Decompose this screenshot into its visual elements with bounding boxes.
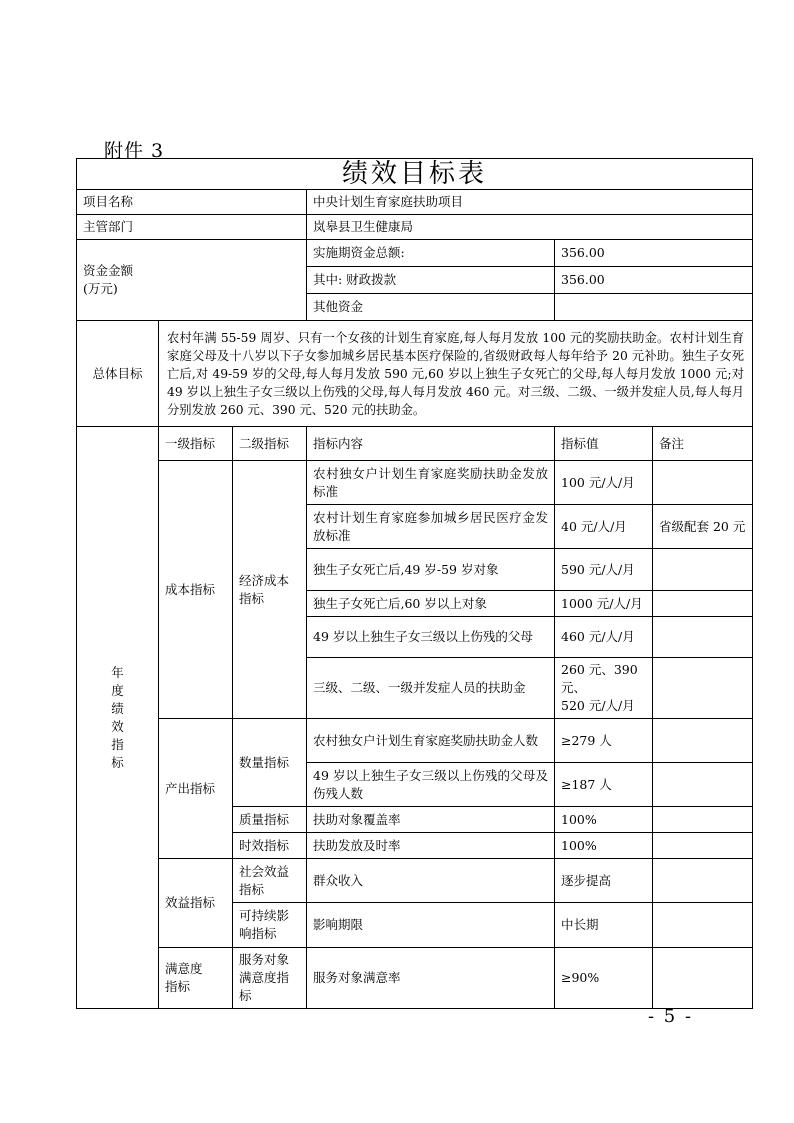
cost-row-value: 1000 元/人/月 bbox=[555, 591, 653, 617]
quality-value: 100% bbox=[555, 807, 653, 833]
satisfaction-indicator-label bbox=[159, 948, 233, 1009]
quantity-row-content: 49 岁以上独生子女三级以上伤残的父母及伤残人数 bbox=[307, 763, 555, 807]
department-label: 主管部门 bbox=[77, 215, 307, 240]
header-note: 备注 bbox=[653, 427, 753, 461]
annual-label-char: 效 bbox=[111, 718, 124, 734]
annual-indicator-label bbox=[77, 427, 159, 1009]
service-satisfaction-label-line1: 服务对象 bbox=[239, 952, 290, 967]
cost-row-value bbox=[555, 658, 653, 719]
cost-row-content: 独生子女死亡后,60 岁以上对象 bbox=[307, 591, 555, 617]
timeliness-indicator-label: 时效指标 bbox=[233, 833, 307, 859]
funds-label-line1: 资金金额 bbox=[83, 263, 134, 278]
quality-note bbox=[653, 807, 753, 833]
quantity-row-note bbox=[653, 763, 753, 807]
funds-fiscal-value: 356.00 bbox=[555, 267, 753, 294]
table-title: 绩效目标表 bbox=[77, 159, 753, 190]
funds-label-line2: (万元) bbox=[83, 281, 118, 296]
satisfaction-value: ≥90% bbox=[555, 948, 653, 1009]
department-value: 岚皋县卫生健康局 bbox=[307, 215, 753, 240]
page-number: - 5 - bbox=[648, 1006, 694, 1027]
sustainable-impact-label bbox=[233, 903, 307, 948]
funds-fiscal-label: 其中: 财政拨款 bbox=[307, 267, 555, 294]
cost-row-value: 40 元/人/月 bbox=[555, 505, 653, 549]
service-satisfaction-label-line3: 标 bbox=[239, 988, 252, 1003]
satisfaction-content: 服务对象满意率 bbox=[307, 948, 555, 1009]
cost-row-note bbox=[653, 658, 753, 719]
satisfaction-label-line1: 满意度 bbox=[165, 961, 203, 976]
cost-row-value-line1: 260 元、390 元、 bbox=[561, 662, 638, 695]
cost-row-content: 三级、二级、一级并发症人员的扶助金 bbox=[307, 658, 555, 719]
cost-row-content: 49 岁以上独生子女三级以上伤残的父母 bbox=[307, 617, 555, 658]
annual-label-char: 标 bbox=[111, 754, 124, 770]
quality-content: 扶助对象覆盖率 bbox=[307, 807, 555, 833]
funds-total-label: 实施期资金总额: bbox=[307, 240, 555, 267]
cost-row-content: 农村独女户计划生育家庭奖励扶助金发放标准 bbox=[307, 461, 555, 505]
economic-cost-label-line1: 经济成本 bbox=[239, 572, 290, 588]
service-satisfaction-label bbox=[233, 948, 307, 1009]
satisfaction-note bbox=[653, 948, 753, 1009]
annual-label-char: 度 bbox=[111, 682, 124, 698]
project-name-value: 中央计划生育家庭扶助项目 bbox=[307, 190, 753, 215]
sustainable-impact-label-line2: 响指标 bbox=[239, 926, 277, 941]
timeliness-value: 100% bbox=[555, 833, 653, 859]
cost-row-note bbox=[653, 549, 753, 591]
cost-row-note bbox=[653, 591, 753, 617]
cost-row-value: 590 元/人/月 bbox=[555, 549, 653, 591]
social-benefit-label-line1: 社会效益 bbox=[239, 863, 290, 879]
sustainable-impact-value: 中长期 bbox=[555, 903, 653, 948]
overall-goal-label: 总体目标 bbox=[77, 321, 159, 427]
service-satisfaction-label-line2: 满意度指 bbox=[239, 970, 290, 985]
quantity-indicator-label: 数量指标 bbox=[233, 719, 307, 807]
quality-indicator-label: 质量指标 bbox=[233, 807, 307, 833]
overall-goal-text: 农村年满 55-59 周岁、只有一个女孩的计划生育家庭,每人每月发放 100 元的奖励扶助金。农村计划生育家庭父母及十八岁以下子女参加城乡居民基本医疗保险的,省级财政每人每年给予 20 元补助。独生子女死亡后,对 49-59 岁的父母,每人每月发放 590 元,60 岁以上独生子女死亡的父母,每人每月发放 1000 元;对 49 岁以上独生子女三级以上伤残的父母,每人每月发放 460 元。对三级、二级、一级并发症人员,每人每月分别发放 260 元、390 元、520 元的扶助金。 bbox=[159, 321, 753, 427]
quantity-row-content: 农村独女户计划生育家庭奖励扶助金人数 bbox=[307, 719, 555, 763]
cost-indicator-label: 成本指标 bbox=[159, 461, 233, 719]
cost-row-value: 460 元/人/月 bbox=[555, 617, 653, 658]
cost-row-content: 农村计划生育家庭参加城乡居民医疗金发放标准 bbox=[307, 505, 555, 549]
cost-row-value: 100 元/人/月 bbox=[555, 461, 653, 505]
benefit-indicator-label: 效益指标 bbox=[159, 859, 233, 948]
social-benefit-label bbox=[233, 859, 307, 903]
annual-label-char: 绩 bbox=[111, 700, 124, 716]
economic-cost-label-line2: 指标 bbox=[239, 590, 265, 606]
funds-label bbox=[77, 240, 307, 321]
output-indicator-label: 产出指标 bbox=[159, 719, 233, 859]
funds-other-value bbox=[555, 294, 753, 321]
header-level1: 一级指标 bbox=[159, 427, 233, 461]
quantity-row-note bbox=[653, 719, 753, 763]
sustainable-impact-note bbox=[653, 903, 753, 948]
cost-row-note: 省级配套 20 元 bbox=[653, 505, 753, 549]
header-content: 指标内容 bbox=[307, 427, 555, 461]
annual-label-char: 年 bbox=[111, 664, 124, 680]
timeliness-content: 扶助发放及时率 bbox=[307, 833, 555, 859]
sustainable-impact-label-line1: 可持续影 bbox=[239, 908, 290, 923]
annual-label-char: 指 bbox=[111, 736, 124, 752]
sustainable-impact-content: 影响期限 bbox=[307, 903, 555, 948]
economic-cost-label bbox=[233, 461, 307, 719]
cost-row-note bbox=[653, 617, 753, 658]
cost-row-note bbox=[653, 461, 753, 505]
social-benefit-label-line2: 指标 bbox=[239, 881, 265, 897]
header-level2: 二级指标 bbox=[233, 427, 307, 461]
social-benefit-note bbox=[653, 859, 753, 903]
satisfaction-label-line2: 指标 bbox=[165, 979, 191, 994]
cost-row-value-line2: 520 元/人/月 bbox=[561, 698, 635, 713]
cost-row-content: 独生子女死亡后,49 岁-59 岁对象 bbox=[307, 549, 555, 591]
quantity-row-value: ≥187 人 bbox=[555, 763, 653, 807]
funds-other-label: 其他资金 bbox=[307, 294, 555, 321]
performance-target-table bbox=[76, 158, 753, 1009]
header-value: 指标值 bbox=[555, 427, 653, 461]
social-benefit-content: 群众收入 bbox=[307, 859, 555, 903]
funds-total-value: 356.00 bbox=[555, 240, 753, 267]
quantity-row-value: ≥279 人 bbox=[555, 719, 653, 763]
attachment-label: 附件 3 bbox=[104, 140, 165, 162]
social-benefit-value: 逐步提高 bbox=[555, 859, 653, 903]
timeliness-note bbox=[653, 833, 753, 859]
project-name-label: 项目名称 bbox=[77, 190, 307, 215]
